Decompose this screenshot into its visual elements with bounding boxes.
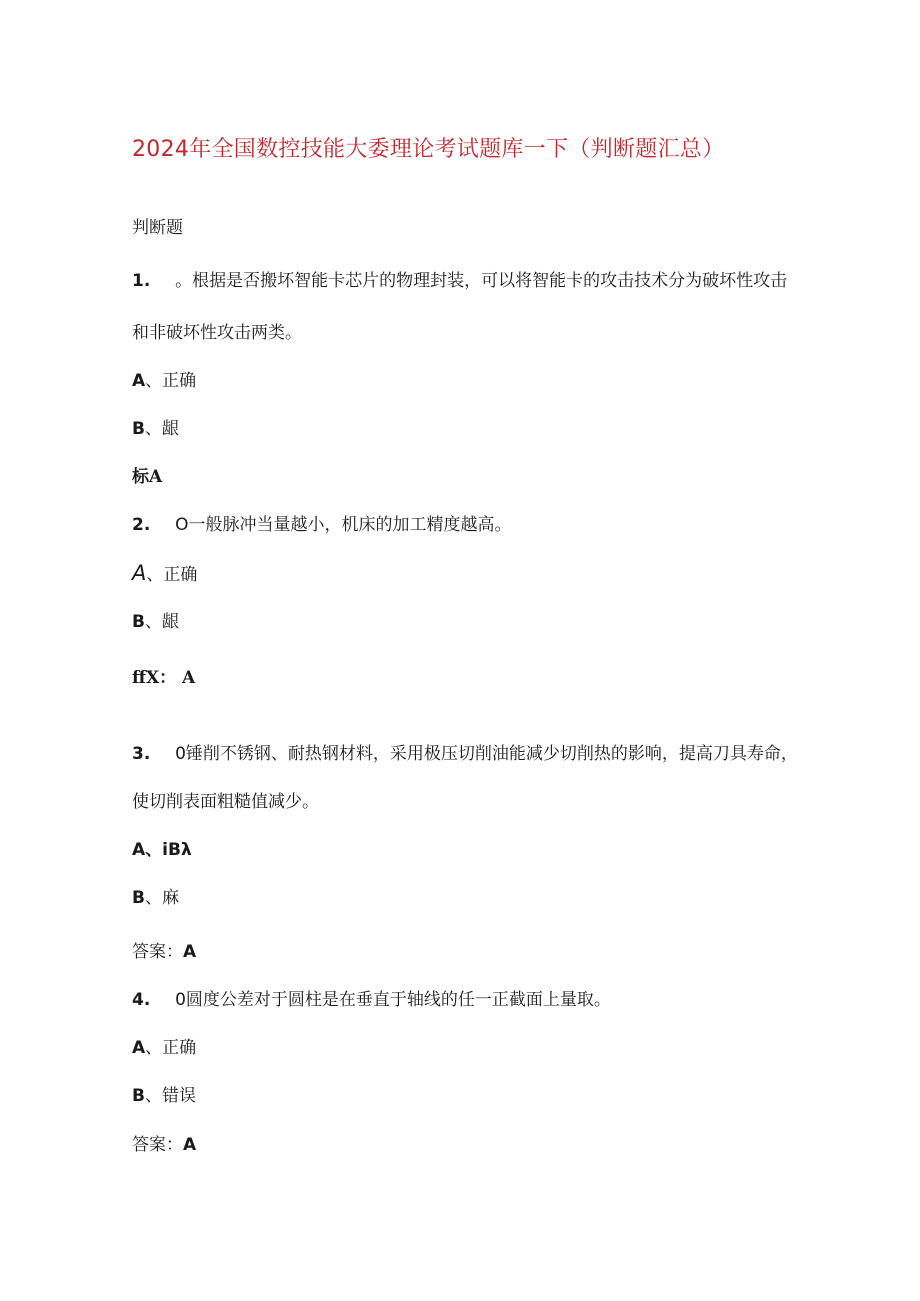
question-1-continued: 和非破坏性攻击两类。 xyxy=(132,323,302,343)
question-4 xyxy=(132,989,611,1011)
question-1 xyxy=(132,270,787,292)
option-text: 、正确 xyxy=(145,371,197,391)
question-3 xyxy=(132,743,798,765)
option-a xyxy=(132,370,196,392)
option-letter: A xyxy=(132,840,146,860)
answer-value: A xyxy=(183,1135,197,1155)
option-text: 、龈 xyxy=(144,419,179,439)
option-letter: B xyxy=(132,888,145,908)
option-letter: B xyxy=(132,419,145,439)
answer-label: 答案： xyxy=(132,942,183,962)
question-text: 0圆度公差对于圆柱是在垂直于轴线的任一正截面上量取。 xyxy=(175,990,611,1010)
option-letter: B xyxy=(132,612,145,632)
question-number: 3. xyxy=(132,744,151,764)
answer xyxy=(132,941,196,963)
option-text: 、正确 xyxy=(145,1038,197,1058)
answer: 标A xyxy=(132,467,163,487)
question-text: 0锤削不锈钢、耐热钢材料，采用极压切削油能减少切削热的影响，提高刀具寿命， xyxy=(175,744,798,764)
option-letter: B xyxy=(132,1086,145,1106)
option-letter: A xyxy=(132,371,146,391)
option-a xyxy=(132,839,192,861)
option-text: 、龈 xyxy=(144,612,179,632)
option-text: 、iBλ xyxy=(145,840,192,860)
option-a xyxy=(132,1037,196,1059)
question-number: 2. xyxy=(132,515,151,535)
answer-value: A xyxy=(183,942,197,962)
question-number: 1. xyxy=(132,271,151,291)
option-a xyxy=(132,562,197,586)
option-b xyxy=(132,1085,196,1107)
document-title: 2024年全国数控技能大委理论考试题库一下（判断题汇总） xyxy=(132,137,725,162)
question-text: 。根据是否搬坏智能卡芯片的物理封装，可以将智能卡的攻击技术分为破坏性攻击 xyxy=(175,271,788,291)
option-text: 、麻 xyxy=(144,888,179,908)
option-text: 、正确 xyxy=(146,565,198,585)
answer-label: 答案： xyxy=(132,1135,183,1155)
option-b xyxy=(132,418,179,440)
question-2 xyxy=(132,514,512,536)
question-number: 4. xyxy=(132,990,151,1010)
answer xyxy=(132,1134,196,1156)
answer: ffX： A xyxy=(132,668,196,688)
option-b xyxy=(132,611,179,633)
option-text: 、错误 xyxy=(144,1086,196,1106)
option-letter: A xyxy=(132,561,147,585)
question-3-continued: 使切削表面粗糙值减少。 xyxy=(132,792,319,812)
question-text: O一般脉冲当量越小，机床的加工精度越高。 xyxy=(175,515,512,535)
option-b xyxy=(132,887,179,909)
section-heading: 判断题 xyxy=(132,218,183,238)
option-letter: A xyxy=(132,1038,146,1058)
